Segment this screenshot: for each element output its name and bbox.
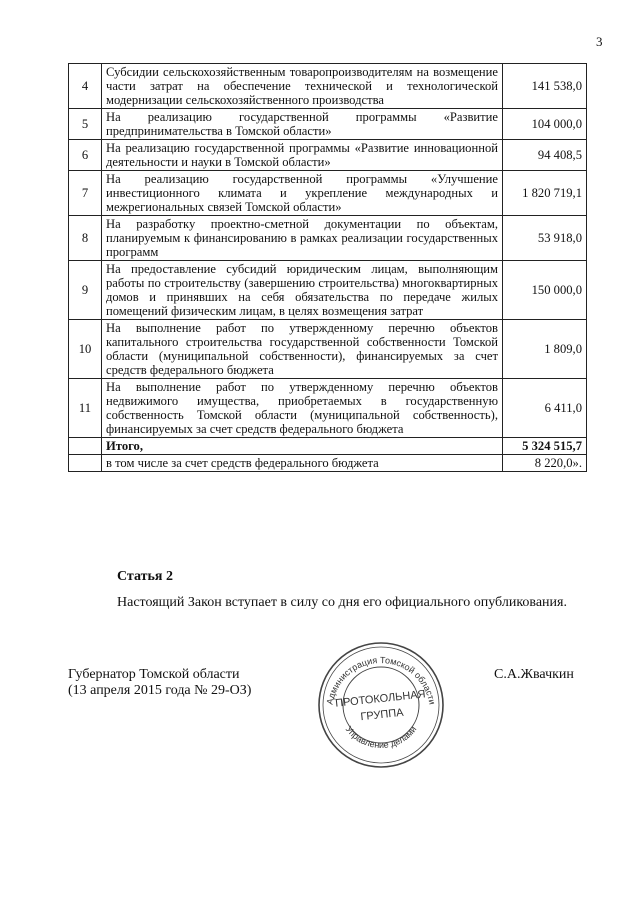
table-row [69, 320, 587, 379]
table-row [69, 140, 587, 171]
law-date: (13 апреля 2015 года № 29-ОЗ) [68, 683, 252, 698]
article-title: Статья 2 [117, 569, 173, 584]
table-row [69, 109, 587, 140]
table-row [69, 216, 587, 261]
official-seal-stamp [316, 640, 446, 770]
row-description: На разработку проектно-сметной документации по объектам, планируемым к финансированию в рамках реализации государственных программ [102, 216, 503, 261]
row-number: 11 [69, 379, 102, 438]
federal-amount: 8 220,0». [503, 455, 587, 472]
row-amount: 141 538,0 [503, 64, 587, 109]
table-row [69, 261, 587, 320]
seal-center-line1: ПРОТОКОЛЬНАЯ [334, 688, 427, 710]
row-amount: 104 000,0 [503, 109, 587, 140]
row-description: На предоставление субсидий юридическим лицам, выполняющим работы по строительству (завершению строительства) многоквартирных домов и принявших на себя обязательства по передаче жилых помещений физическим лицам, в целях возмещения затрат [102, 261, 503, 320]
row-number: 8 [69, 216, 102, 261]
row-description: На реализацию государственной программы «Развитие инновационной деятельности и науки в Томской области» [102, 140, 503, 171]
federal-label: в том числе за счет средств федерального бюджета [102, 455, 503, 472]
row-description: На реализацию государственной программы «Улучшение инвестиционного климата и укрепление международных и межрегиональных связей Томской области» [102, 171, 503, 216]
row-number: 5 [69, 109, 102, 140]
governor-name: С.А.Жвачкин [494, 667, 574, 682]
page-number: 3 [596, 34, 603, 49]
row-amount: 53 918,0 [503, 216, 587, 261]
table-row [69, 171, 587, 216]
seal-outer-bottom-text: Управление делами [343, 724, 419, 751]
federal-row [69, 455, 587, 472]
row-number: 6 [69, 140, 102, 171]
seal-outer-top-text: Администрация Томской области [324, 654, 438, 706]
row-number: 7 [69, 171, 102, 216]
row-description: На выполнение работ по утвержденному перечню объектов недвижимого имущества, приобретаемых в государственную собственность Томской области (муниципальной собственность), финансируемых за счет средств федерального бюджета [102, 379, 503, 438]
row-amount: 6 411,0 [503, 379, 587, 438]
total-number-cell [69, 438, 102, 455]
table-row [69, 379, 587, 438]
row-description: Субсидии сельскохозяйственным товаропроизводителям на возмещение части затрат на обеспечение технической и технологической модернизации сельскохозяйственного производства [102, 64, 503, 109]
budget-table [68, 63, 587, 472]
svg-text:Управление делами [344, 724, 419, 750]
seal-center-line2: ГРУППА [359, 706, 405, 724]
row-description: На выполнение работ по утвержденному перечню объектов капитального строительства государственной собственности Томской области (муниципальной собственности), финансируемых за счет средств федерального бюджета [102, 320, 503, 379]
governor-title: Губернатор Томской области [68, 667, 240, 682]
total-label: Итого, [102, 438, 503, 455]
row-number: 4 [69, 64, 102, 109]
row-number: 9 [69, 261, 102, 320]
federal-number-cell [69, 455, 102, 472]
table-row [69, 64, 587, 109]
row-amount: 150 000,0 [503, 261, 587, 320]
article-text: Настоящий Закон вступает в силу со дня его официального опубликования. [117, 595, 567, 610]
row-amount: 94 408,5 [503, 140, 587, 171]
row-amount: 1 809,0 [503, 320, 587, 379]
total-amount: 5 324 515,7 [503, 438, 587, 455]
row-number: 10 [69, 320, 102, 379]
row-amount: 1 820 719,1 [503, 171, 587, 216]
total-row [69, 438, 587, 455]
row-description: На реализацию государственной программы «Развитие предпринимательства в Томской области» [102, 109, 503, 140]
